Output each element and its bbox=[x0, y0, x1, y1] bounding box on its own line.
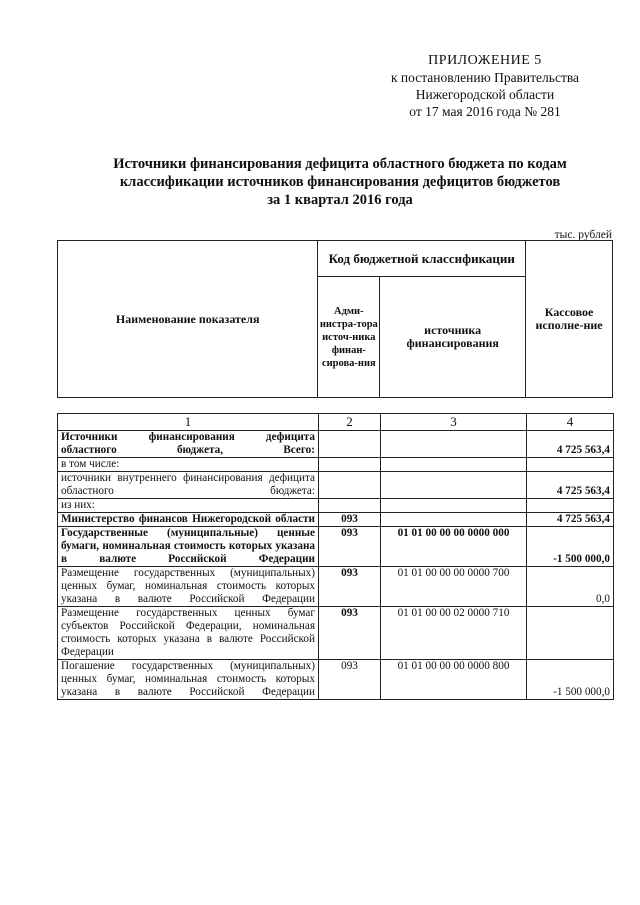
table-row bbox=[58, 607, 614, 660]
table-row bbox=[58, 660, 614, 700]
row-admin: 093 bbox=[319, 660, 381, 700]
table-row bbox=[58, 431, 614, 458]
data-table bbox=[57, 413, 614, 700]
row-code: 01 01 00 00 00 0000 800 bbox=[381, 660, 527, 700]
title-line-3: за 1 квартал 2016 года bbox=[267, 192, 413, 208]
table-row bbox=[58, 458, 614, 472]
table-row bbox=[58, 527, 614, 567]
header-admin: Адми-нистра-тора источ-ника финан-сирова-ния bbox=[318, 277, 380, 398]
title-line-1: Источники финансирования дефицита областного бюджета по кодам bbox=[113, 156, 567, 172]
row-code bbox=[381, 458, 527, 472]
row-name: в том числе: bbox=[58, 458, 319, 472]
row-name: Источники финансирования дефицита областного бюджета, Всего: bbox=[58, 431, 319, 458]
row-value bbox=[527, 458, 614, 472]
row-value bbox=[527, 499, 614, 513]
appendix-line-2: Нижегородской области bbox=[415, 87, 555, 102]
row-value bbox=[527, 607, 614, 660]
table-row bbox=[58, 567, 614, 607]
row-admin: 093 bbox=[319, 527, 381, 567]
row-code: 01 01 00 00 00 0000 700 bbox=[381, 567, 527, 607]
row-value: -1 500 000,0 bbox=[527, 527, 614, 567]
row-name: Размещение государственных ценных бумаг субъектов Российской Федерации, номинальная стоимость которых указана в валюте Российской Федерации bbox=[58, 607, 319, 660]
appendix-line-1: к постановлению Правительства bbox=[390, 70, 580, 85]
row-admin: 093 bbox=[319, 513, 381, 527]
row-code bbox=[381, 499, 527, 513]
row-admin bbox=[319, 499, 381, 513]
row-admin: 093 bbox=[319, 567, 381, 607]
row-name: Министерство финансов Нижегородской области bbox=[58, 513, 319, 527]
appendix-block bbox=[360, 52, 610, 120]
col-number-3: 3 bbox=[381, 414, 527, 431]
row-name: из них: bbox=[58, 499, 319, 513]
title-line-2: классификации источников финансирования дефицитов бюджетов bbox=[119, 174, 561, 190]
row-code: 01 01 00 00 02 0000 710 bbox=[381, 607, 527, 660]
col-number-4: 4 bbox=[527, 414, 614, 431]
row-name: источники внутреннего финансирования дефицита областного бюджета: bbox=[58, 472, 319, 499]
row-value: 0,0 bbox=[527, 567, 614, 607]
row-value: 4 725 563,4 bbox=[527, 472, 614, 499]
row-value: -1 500 000,0 bbox=[527, 660, 614, 700]
units-label: тыс. рублей bbox=[554, 229, 612, 241]
row-name: Размещение государственных (муниципальных) ценных бумаг, номинальная стоимость которых указана в валюте Российской Федерации bbox=[58, 567, 319, 607]
page-title bbox=[60, 155, 620, 209]
header-name: Наименование показателя bbox=[58, 241, 318, 398]
appendix-heading: ПРИЛОЖЕНИЕ 5 bbox=[428, 53, 542, 68]
row-code: 01 01 00 00 00 0000 000 bbox=[381, 527, 527, 567]
header-source: источника финансирования bbox=[380, 277, 526, 398]
row-admin bbox=[319, 458, 381, 472]
col-number-1: 1 bbox=[58, 414, 319, 431]
column-numbers-row bbox=[58, 414, 614, 431]
row-code bbox=[381, 472, 527, 499]
header-code-group: Код бюджетной классификации bbox=[318, 241, 526, 277]
table-row bbox=[58, 499, 614, 513]
row-name: Погашение государственных (муниципальных) ценных бумаг, номинальная стоимость которых указана в валюте Российской Федерации bbox=[58, 660, 319, 700]
row-admin bbox=[319, 472, 381, 499]
row-code bbox=[381, 431, 527, 458]
row-code bbox=[381, 513, 527, 527]
header-table bbox=[57, 240, 613, 398]
appendix-line-3: от 17 мая 2016 года № 281 bbox=[409, 104, 561, 119]
header-cash: Кассовое исполне-ние bbox=[526, 241, 613, 398]
row-value: 4 725 563,4 bbox=[527, 513, 614, 527]
row-admin: 093 bbox=[319, 607, 381, 660]
row-name: Государственные (муниципальные) ценные бумаги, номинальная стоимость которых указана в валюте Российской Федерации bbox=[58, 527, 319, 567]
col-number-2: 2 bbox=[319, 414, 381, 431]
table-row bbox=[58, 472, 614, 499]
row-value: 4 725 563,4 bbox=[527, 431, 614, 458]
row-admin bbox=[319, 431, 381, 458]
table-row bbox=[58, 513, 614, 527]
